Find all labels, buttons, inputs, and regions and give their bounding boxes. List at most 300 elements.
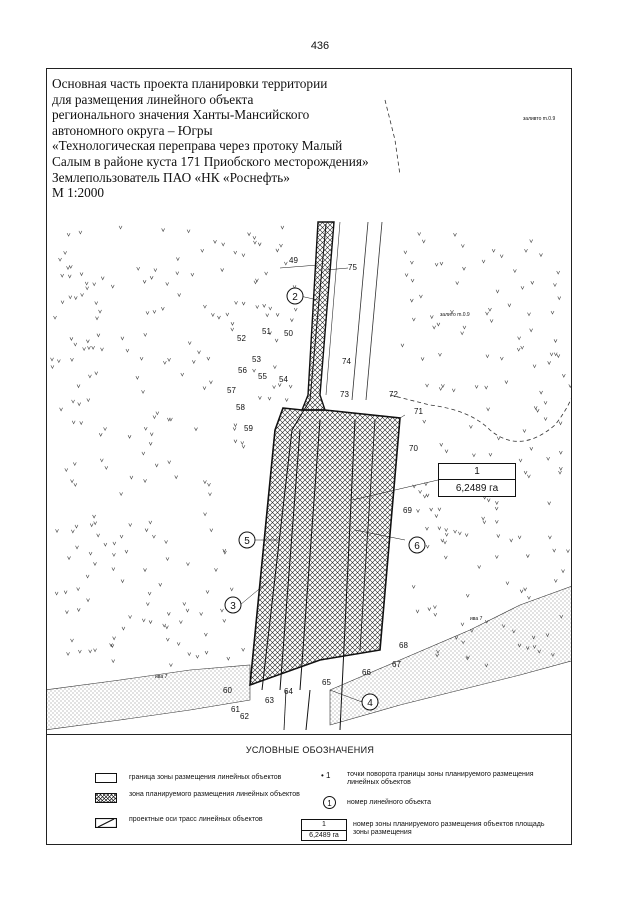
vegetation-mark [89, 552, 92, 555]
vegetation-mark [191, 273, 194, 276]
vegetation-mark [61, 301, 64, 304]
turning-point-label: 74 [342, 357, 351, 366]
vegetation-mark [486, 312, 489, 315]
turning-point-label: 49 [289, 256, 298, 265]
legend-point-number: 1 [326, 771, 331, 780]
vegetation-mark [183, 602, 186, 605]
legend-boundary-symbol [95, 773, 117, 783]
vegetation-mark [74, 483, 77, 486]
vegetation-mark [69, 265, 72, 268]
vegetation-mark [269, 307, 272, 310]
vegetation-mark [125, 550, 128, 553]
object-number-5 [239, 532, 255, 548]
vegetation-mark [154, 268, 157, 271]
vegetation-mark [119, 226, 122, 229]
vegetation-mark [528, 313, 531, 316]
vegetation-mark [57, 359, 60, 362]
legend-object-label: номер линейного объекта [347, 799, 432, 806]
road-edge [352, 222, 368, 400]
vegetation-mark [94, 522, 97, 525]
vegetation-mark [159, 583, 162, 586]
object-number-6 [409, 537, 425, 553]
zone-area: 6,2489 га [455, 483, 499, 494]
vegetation-mark [285, 398, 288, 401]
vegetation-mark [113, 637, 116, 640]
vegetation-mark [144, 333, 147, 336]
vegetation-mark [121, 580, 124, 583]
vegetation-mark [412, 318, 415, 321]
vegetation-mark [150, 276, 153, 279]
vegetation-mark [223, 549, 226, 552]
vegetation-mark [201, 249, 204, 252]
vegetation-mark [188, 341, 191, 344]
vegetation-mark [273, 366, 276, 369]
vegetation-mark [478, 565, 481, 568]
vegetation-mark [145, 529, 148, 532]
object-number-4 [362, 694, 378, 710]
vegetation-mark [495, 507, 498, 510]
vegetation-mark [438, 353, 441, 356]
vegetation-mark [487, 408, 490, 411]
vegetation-mark [112, 659, 115, 662]
vegetation-mark [144, 479, 147, 482]
turning-point-label: 66 [362, 668, 371, 677]
flooded-area-boundary-top [385, 100, 400, 175]
vegetation-mark [281, 226, 284, 229]
vegetation-mark [196, 655, 199, 658]
vegetation-mark [426, 494, 429, 497]
vegetation-mark [85, 282, 88, 285]
vegetation-mark [454, 530, 457, 533]
vegetation-mark [444, 541, 447, 544]
object-axis [306, 690, 310, 730]
vegetation-mark [163, 624, 166, 627]
vegetation-mark [59, 258, 62, 261]
turning-point-label: 68 [399, 641, 408, 650]
zone-number: 1 [439, 464, 515, 480]
legend-title: УСЛОВНЫЕ ОБОЗНАЧЕНИЯ [245, 745, 375, 755]
vegetation-mark [276, 249, 279, 252]
vegetation-mark [487, 499, 490, 502]
vegetation-mark [144, 568, 147, 571]
vegetation-mark [506, 582, 509, 585]
legend-zone-symbol [95, 793, 117, 803]
turning-point-label: 63 [265, 696, 274, 705]
vegetation-mark [289, 385, 292, 388]
vegetation-mark [162, 228, 165, 231]
vegetation-mark [100, 459, 103, 462]
vegetation-mark [482, 517, 485, 520]
vegetation-mark [130, 476, 133, 479]
vegetation-mark [294, 308, 297, 311]
turning-point-label: 58 [236, 403, 245, 412]
title-line: М 1:2000 [52, 185, 105, 201]
vegetation-mark [77, 608, 80, 611]
vegetation-mark [562, 374, 565, 377]
vegetation-mark [188, 652, 191, 655]
vegetation-mark [203, 480, 206, 483]
vegetation-mark [430, 508, 433, 511]
vegetation-mark [74, 343, 77, 346]
vegetation-mark [462, 267, 465, 270]
vegetation-mark [234, 251, 237, 254]
legend-area-label: номер зоны планируемого размещения объектов площадь зоны размещения [353, 821, 545, 836]
vegetation-mark [441, 539, 444, 542]
vegetation-mark [520, 590, 523, 593]
vegetation-mark [93, 283, 96, 286]
turning-point-label: 55 [258, 372, 267, 381]
title-line: автономного округа – Югры [52, 122, 213, 138]
vegetation-mark [166, 638, 169, 641]
vegetation-mark [513, 269, 516, 272]
vegetation-mark [421, 357, 424, 360]
turning-point-label: 70 [409, 444, 418, 453]
vegetation-mark [120, 535, 123, 538]
vegetation-mark [404, 251, 407, 254]
vegetation-mark [410, 299, 413, 302]
vegetation-mark [569, 384, 572, 387]
title-line: для размещения линейного объекта [52, 91, 254, 107]
vegetation-mark [222, 243, 225, 246]
vegetation-mark [56, 529, 59, 532]
vegetation-mark [74, 296, 77, 299]
vegetation-mark [419, 295, 422, 298]
vegetation-mark [214, 240, 217, 243]
vegetation-mark [527, 596, 530, 599]
turning-point-label: 60 [223, 686, 232, 695]
legend-boundary-label: граница зоны размещения линейных объектов [129, 774, 282, 781]
vegetation-mark [497, 437, 500, 440]
vegetation-mark [540, 391, 543, 394]
vegetation-mark [453, 233, 456, 236]
object-number-label: 6 [414, 541, 420, 552]
title-line: Салым в районе куста 171 Приобского месторождения» [52, 153, 369, 169]
vegetation-mark [51, 365, 54, 368]
turning-point-label: 67 [392, 660, 401, 669]
vegetation-mark [197, 351, 200, 354]
object-number-label: 3 [230, 601, 236, 612]
vegetation-mark [242, 254, 245, 257]
vegetation-mark [100, 348, 103, 351]
vegetation-mark [440, 443, 443, 446]
vegetation-mark [161, 307, 164, 310]
vegetation-mark [441, 384, 444, 387]
vegetation-mark [95, 372, 98, 375]
vegetation-mark [77, 587, 80, 590]
vegetation-mark [489, 453, 492, 456]
vegetation-mark [136, 376, 139, 379]
vegetation-mark [466, 594, 469, 597]
vegetation-mark [111, 644, 114, 647]
vegetation-mark [426, 384, 429, 387]
vegetation-mark [265, 272, 268, 275]
vegetation-mark [120, 492, 123, 495]
vegetation-mark [89, 650, 92, 653]
vegetation-mark [433, 326, 436, 329]
vegetation-mark [72, 421, 75, 424]
vegetation-mark [192, 360, 195, 363]
vegetation-mark [411, 279, 414, 282]
vegetation-mark [548, 502, 551, 505]
vegetation-mark [536, 409, 539, 412]
vegetation-mark [72, 400, 75, 403]
vegetation-mark [93, 515, 96, 518]
vegetation-mark [67, 652, 70, 655]
vegetation-mark [279, 244, 282, 247]
legend [46, 735, 572, 845]
vegetation-mark [142, 390, 145, 393]
vegetation-mark [77, 385, 80, 388]
vegetation-mark [253, 236, 256, 239]
vegetation-mark [176, 272, 179, 275]
vegetation-mark [547, 457, 550, 460]
vegetation-mark [557, 354, 560, 357]
vegetation-mark [533, 365, 536, 368]
vegetation-mark [440, 262, 443, 265]
vegetation-mark [425, 527, 428, 530]
vegetation-mark [142, 452, 145, 455]
vegetation-mark [439, 387, 442, 390]
vegetation-mark [51, 358, 54, 361]
vegetation-mark [517, 348, 520, 351]
vegetation-mark [426, 545, 429, 548]
vegetation-mark [405, 273, 408, 276]
vegetation-mark [527, 475, 530, 478]
vegetation-mark [435, 263, 438, 266]
vegetation-mark [253, 369, 256, 372]
vegetation-mark [204, 633, 207, 636]
turning-point-label: 65 [322, 678, 331, 687]
vegetation-mark [284, 262, 287, 265]
legend-area-value: 6,2489 га [309, 832, 339, 839]
vegetation-mark [92, 346, 95, 349]
vegetation-mark [566, 549, 569, 552]
vegetation-mark [458, 532, 461, 535]
vegetation-mark [472, 454, 475, 457]
vegetation-mark [500, 255, 503, 258]
vegetation-mark [559, 451, 562, 454]
vegetation-mark [437, 323, 440, 326]
vegetation-mark [526, 554, 529, 557]
vegetation-mark [129, 615, 132, 618]
vegetation-mark [75, 525, 78, 528]
vegetation-mark [99, 310, 102, 313]
turning-point-label: 51 [262, 327, 271, 336]
vegetation-mark [112, 553, 115, 556]
vegetation-mark [445, 533, 448, 536]
vegetation-mark [87, 599, 90, 602]
vegetation-mark [401, 344, 404, 347]
vegetation-mark [461, 623, 464, 626]
vegetation-mark [113, 542, 116, 545]
vegetation-mark [73, 462, 76, 465]
vegetation-mark [558, 297, 561, 300]
vegetation-mark [275, 339, 278, 342]
vegetation-mark [93, 562, 96, 565]
vegetation-mark [80, 273, 83, 276]
vegetation-mark [524, 588, 527, 591]
zone-label: залито m.0.9 [440, 312, 470, 318]
vegetation-mark [71, 639, 74, 642]
vegetation-mark [186, 562, 189, 565]
legend-point-label: точки поворота границы зоны планируемого размещения линейных объектов [347, 771, 534, 786]
vegetation-mark [167, 418, 170, 421]
vegetation-mark [510, 539, 513, 542]
vegetation-mark [500, 357, 503, 360]
vegetation-mark [142, 619, 145, 622]
road-edge [366, 222, 382, 400]
vegetation-mark [416, 610, 419, 613]
vegetation-mark [90, 524, 93, 527]
vegetation-mark [194, 428, 197, 431]
vegetation-mark [550, 353, 553, 356]
vegetation-mark [105, 466, 108, 469]
vegetation-mark [146, 311, 149, 314]
vegetation-mark [68, 275, 71, 278]
vegetation-mark [163, 361, 166, 364]
vegetation-mark [71, 530, 74, 533]
vegetation-mark [149, 521, 152, 524]
vegetation-mark [430, 315, 433, 318]
vegetation-mark [444, 556, 447, 559]
vegetation-mark [435, 514, 438, 517]
legend-axis-symbol [95, 815, 117, 825]
legend-zone-label: зона планируемого размещения линейных объектов [129, 791, 300, 798]
vegetation-mark [496, 290, 499, 293]
vegetation-mark [168, 461, 171, 464]
vegetation-mark [137, 267, 140, 270]
zone-label: заливто m.0.9 [523, 116, 556, 122]
vegetation-mark [230, 588, 233, 591]
vegetation-mark [559, 471, 562, 474]
vegetation-mark [87, 346, 90, 349]
vegetation-mark [152, 535, 155, 538]
vegetation-mark [97, 534, 100, 537]
vegetation-mark [111, 285, 114, 288]
vegetation-mark [234, 440, 237, 443]
object-axis [284, 690, 286, 730]
vegetation-mark [231, 322, 234, 325]
vegetation-mark [166, 557, 169, 560]
vegetation-mark [456, 281, 459, 284]
vegetation-mark [423, 495, 426, 498]
vegetation-mark [518, 337, 521, 340]
vegetation-mark [71, 480, 74, 483]
turning-point-label: 72 [389, 390, 398, 399]
vegetation-mark [559, 467, 562, 470]
vegetation-mark [488, 308, 491, 311]
vegetation-mark [203, 305, 206, 308]
title-line: «Технологическая переправа через протоку Малый [52, 138, 343, 154]
vegetation-mark [168, 358, 171, 361]
vegetation-mark [144, 427, 147, 430]
vegetation-mark [445, 450, 448, 453]
vegetation-mark [176, 257, 179, 260]
vegetation-mark [65, 468, 68, 471]
vegetation-mark [54, 316, 57, 319]
vegetation-mark [553, 549, 556, 552]
vegetation-mark [221, 268, 224, 271]
vegetation-mark [153, 415, 156, 418]
vegetation-mark [169, 663, 172, 666]
vegetation-mark [521, 286, 524, 289]
turning-point-label: 57 [227, 386, 236, 395]
vegetation-mark [55, 592, 58, 595]
vegetation-mark [207, 483, 210, 486]
vegetation-mark [126, 349, 129, 352]
vegetation-mark [553, 283, 556, 286]
vegetation-mark [99, 433, 102, 436]
vegetation-mark [129, 523, 132, 526]
vegetation-mark [81, 293, 84, 296]
vegetation-mark [524, 249, 527, 252]
vegetation-mark [226, 313, 229, 316]
vegetation-mark [66, 266, 69, 269]
vegetation-mark [539, 253, 542, 256]
zone-area-box [438, 463, 516, 497]
vegetation-mark [530, 329, 533, 332]
vegetation-mark [438, 508, 441, 511]
vegetation-mark [242, 445, 245, 448]
vegetation-mark [534, 406, 537, 409]
vegetation-mark [544, 417, 547, 420]
vegetation-mark [79, 231, 82, 234]
vegetation-mark [548, 536, 551, 539]
planned-zone-main [250, 408, 400, 685]
vegetation-mark [256, 305, 259, 308]
vegetation-mark [248, 233, 251, 236]
vegetation-mark [214, 568, 217, 571]
object-number-3 [225, 597, 241, 613]
river-bank-left [45, 665, 250, 730]
vegetation-mark [177, 642, 180, 645]
vegetation-mark [101, 277, 104, 280]
vegetation-mark [83, 347, 86, 350]
vegetation-mark [231, 328, 234, 331]
vegetation-mark [68, 556, 71, 559]
vegetation-mark [531, 281, 534, 284]
legend-area-number: 1 [302, 820, 346, 831]
vegetation-mark [492, 249, 495, 252]
vegetation-mark [186, 609, 189, 612]
vegetation-mark [258, 243, 261, 246]
vegetation-mark [428, 608, 431, 611]
vegetation-mark [64, 591, 67, 594]
vegetation-mark [143, 280, 146, 283]
vegetation-mark [412, 585, 415, 588]
legend-area-symbol [301, 819, 347, 841]
vegetation-mark [148, 592, 151, 595]
vegetation-mark [96, 317, 99, 320]
vegetation-mark [165, 626, 168, 629]
vegetation-mark [204, 513, 207, 516]
vegetation-mark [207, 357, 210, 360]
vegetation-mark [203, 387, 206, 390]
turning-point-label: 56 [238, 366, 247, 375]
vegetation-mark [475, 385, 478, 388]
vegetation-mark [268, 397, 271, 400]
vegetation-mark [223, 619, 226, 622]
vegetation-mark [562, 570, 565, 573]
vegetation-mark [140, 357, 143, 360]
vegetation-mark [419, 490, 422, 493]
vegetation-mark [519, 459, 522, 462]
vegetation-mark [463, 326, 466, 329]
vegetation-mark [452, 389, 455, 392]
vegetation-mark [149, 620, 152, 623]
vegetation-mark [290, 319, 293, 322]
vegetation-mark [273, 385, 276, 388]
